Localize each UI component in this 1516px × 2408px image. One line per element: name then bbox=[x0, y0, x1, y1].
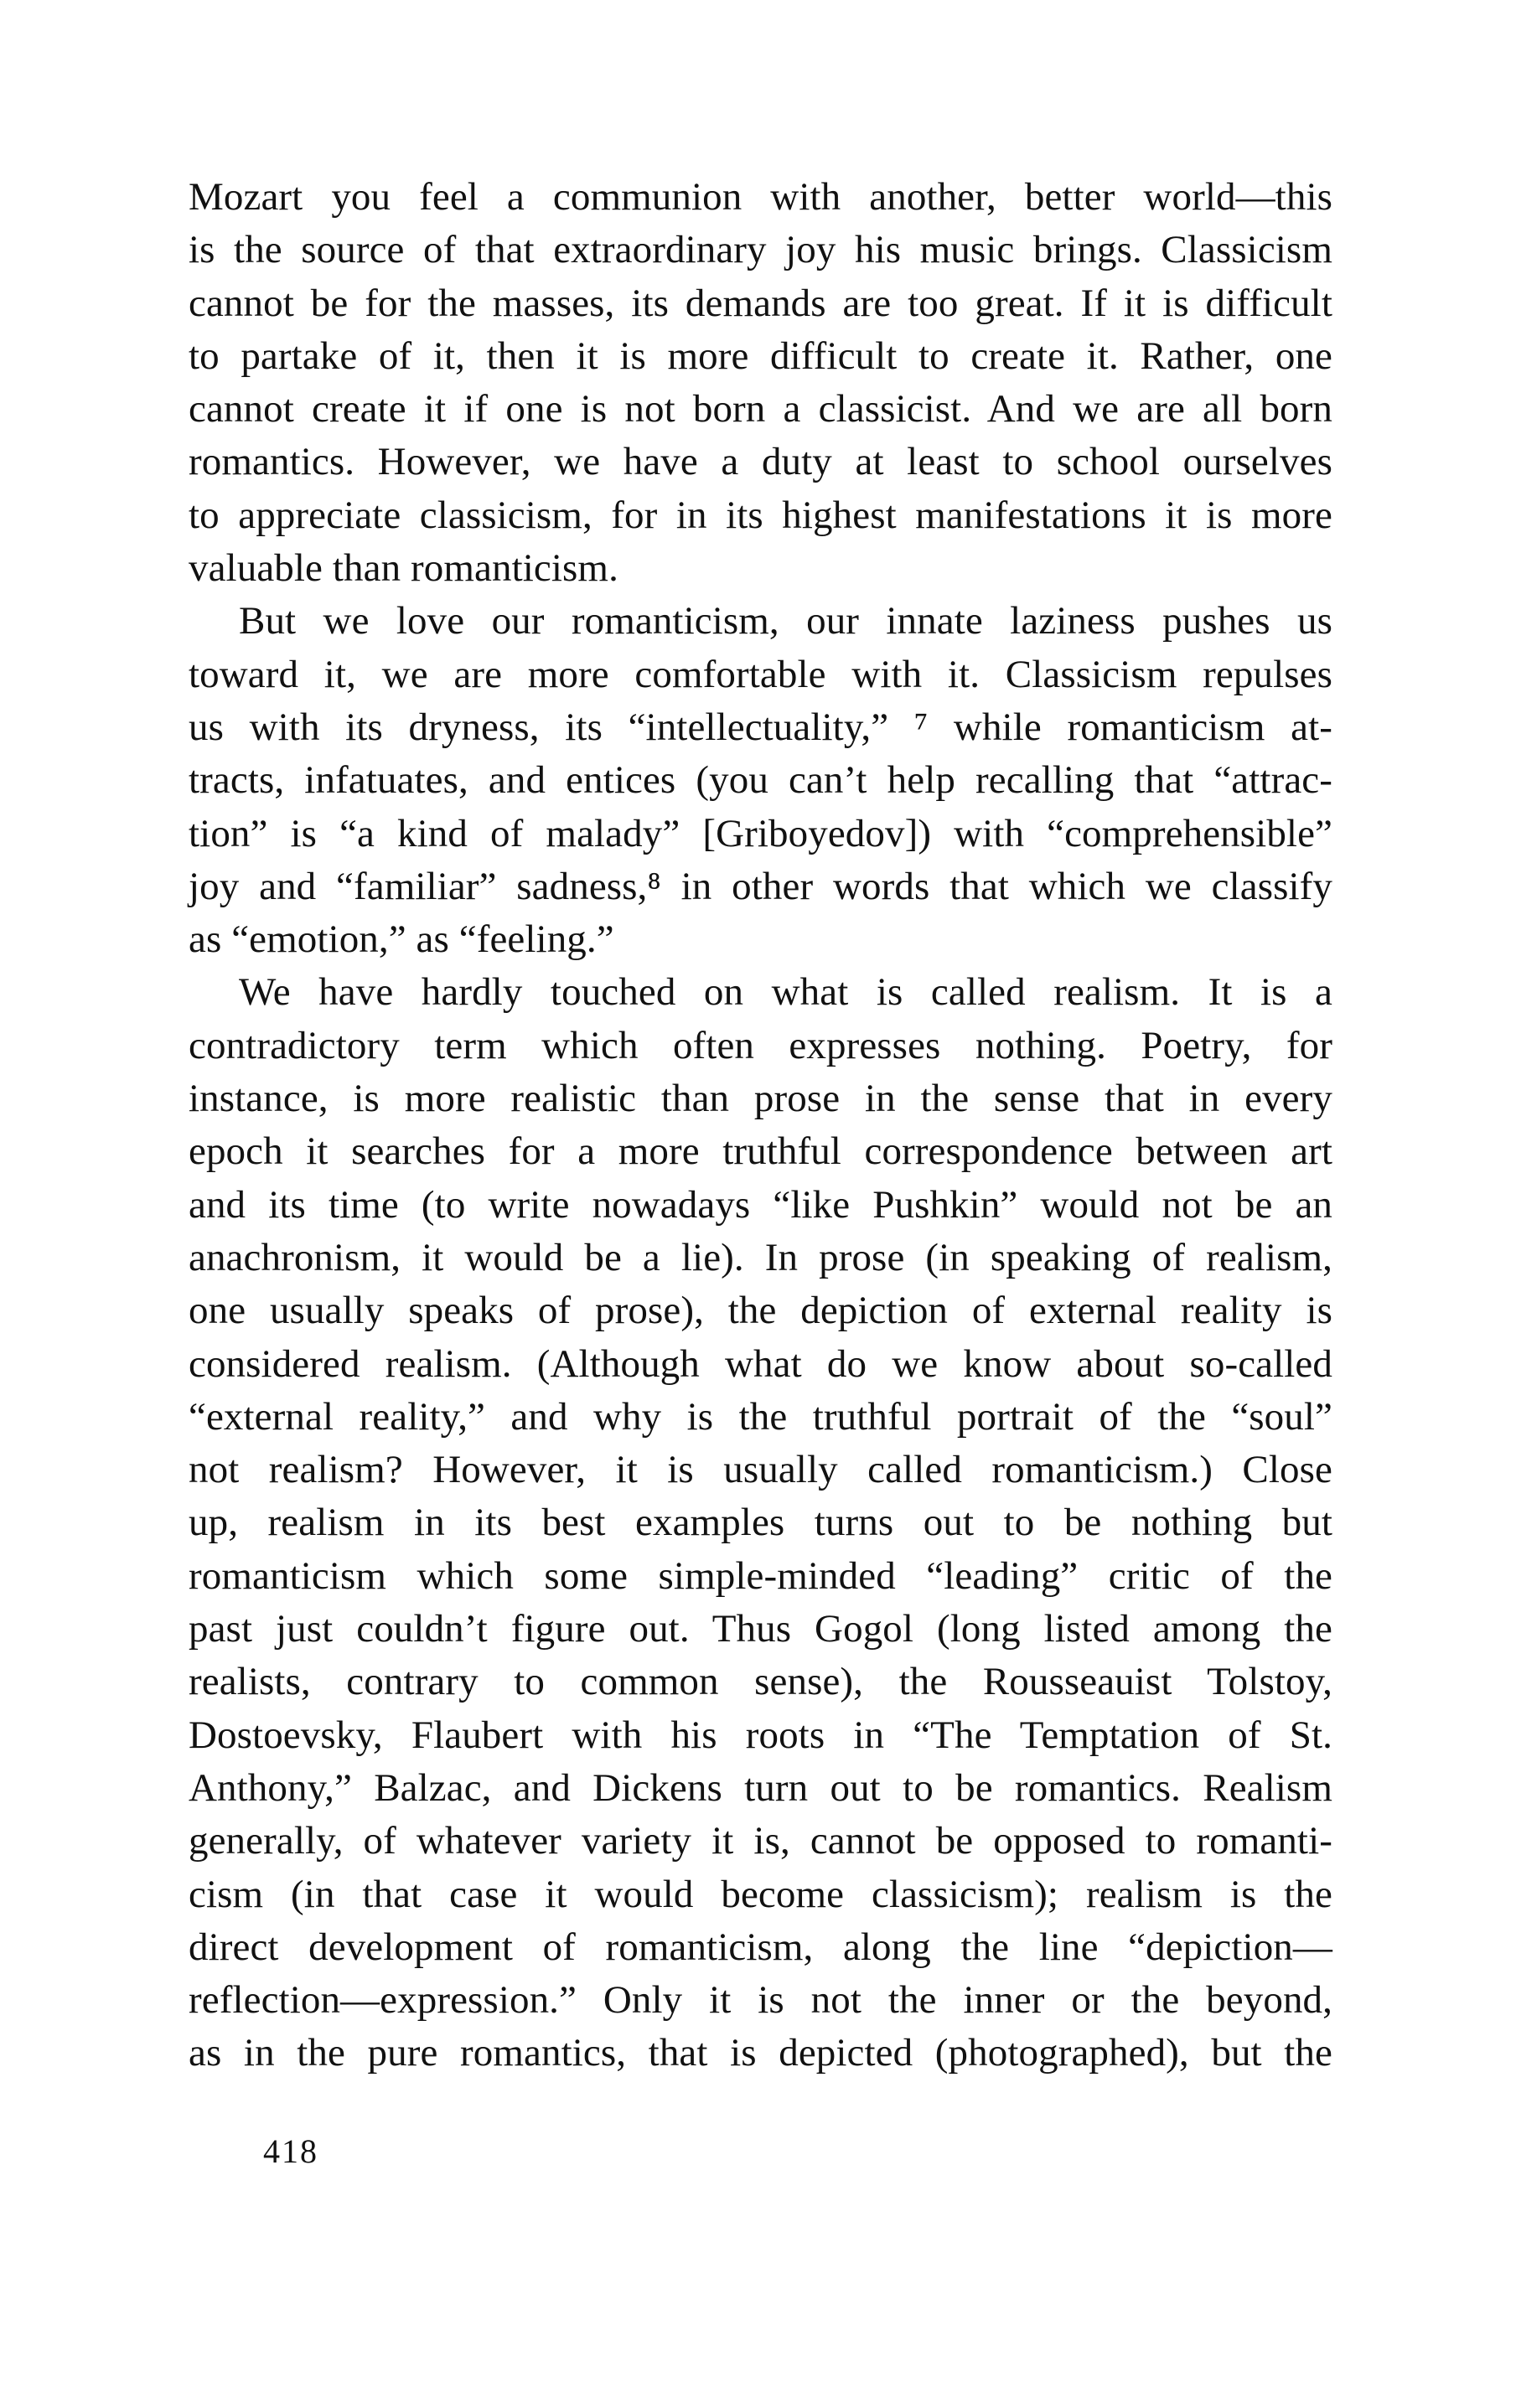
text-line: valuable than romanticism. bbox=[189, 546, 618, 591]
paragraph-3 bbox=[189, 966, 1332, 2080]
text-line: generally, of whatever variety it is, cannot be opposed to romanti- bbox=[189, 1819, 1332, 1863]
text-line: contradictory term which often expresses nothing. Poetry, for bbox=[189, 1023, 1332, 1067]
text-line: cannot create it if one is not born a classicist. And we are all born bbox=[189, 387, 1332, 431]
text-line: as in the pure romantics, that is depicted (photographed), but the bbox=[189, 2031, 1332, 2075]
text-line: Anthony,” Balzac, and Dickens turn out to be romantics. Realism bbox=[189, 1765, 1332, 1810]
page-number: 418 bbox=[263, 2132, 318, 2170]
text-line: Dostoevsky, Flaubert with his roots in “The Temptation of St. bbox=[189, 1713, 1332, 1757]
text-line: reflection—expression.” Only it is not the inner or the beyond, bbox=[189, 1978, 1332, 2023]
text-line: tracts, infatuates, and entices (you can’t help recalling that “attrac- bbox=[189, 758, 1332, 803]
text-line: “external reality,” and why is the truthful portrait of the “soul” bbox=[189, 1394, 1332, 1439]
text-line: considered realism. (Although what do we know about so-called bbox=[189, 1341, 1332, 1386]
text-line: But we love our romanticism, our innate laziness pushes us bbox=[239, 599, 1332, 643]
text-line: one usually speaks of prose), the depiction of external reality is bbox=[189, 1289, 1332, 1333]
text-line: past just couldn’t figure out. Thus Gogol (long listed among the bbox=[189, 1607, 1332, 1651]
text-line: is the source of that extraordinary joy his music brings. Classicism bbox=[189, 228, 1332, 272]
page-body bbox=[189, 171, 1332, 2080]
text-line: anachronism, it would be a lie). In prose (in speaking of realism, bbox=[189, 1235, 1332, 1279]
text-line: toward it, we are more comfortable with it. Classicism repulses bbox=[189, 652, 1332, 696]
text-line: to partake of it, then it is more difficult to create it. Rather, one bbox=[189, 333, 1332, 378]
text-line: epoch it searches for a more truthful correspondence between art bbox=[189, 1129, 1332, 1174]
paragraph-2 bbox=[189, 595, 1332, 966]
text-line: up, realism in its best examples turns out to be nothing but bbox=[189, 1501, 1332, 1545]
text-line: instance, is more realistic than prose in the sense that in every bbox=[189, 1077, 1332, 1121]
paragraph-1 bbox=[189, 171, 1332, 595]
text-line: cism (in that case it would become classicism); realism is the bbox=[189, 1872, 1332, 1916]
text-line: cannot be for the masses, its demands are too great. If it is difficult bbox=[189, 281, 1332, 325]
text-line: Mozart you feel a communion with another, better world—this bbox=[189, 175, 1332, 219]
text-line: romantics. However, we have a duty at least to school ourselves bbox=[189, 440, 1332, 484]
text-line: We have hardly touched on what is called realism. It is a bbox=[239, 970, 1332, 1015]
text-line: tion” is “a kind of malady” [Griboyedov]) with “comprehensible” bbox=[189, 811, 1332, 855]
text-line: joy and “familiar” sadness,⁸ in other words that which we classify bbox=[189, 864, 1332, 908]
text-line: us with its dryness, its “intellectuality,” ⁷ while romanticism at- bbox=[189, 705, 1332, 749]
text-line: romanticism which some simple-minded “leading” critic of the bbox=[189, 1553, 1332, 1598]
text-line: as “emotion,” as “feeling.” bbox=[189, 917, 614, 962]
text-line: and its time (to write nowadays “like Pushkin” would not be an bbox=[189, 1182, 1332, 1227]
text-line: realists, contrary to common sense), the Rousseauist Tolstoy, bbox=[189, 1660, 1332, 1704]
text-line: direct development of romanticism, along the line “depiction— bbox=[189, 1925, 1332, 1969]
text-line: to appreciate classicism, for in its highest manifestations it is more bbox=[189, 493, 1332, 537]
text-line: not realism? However, it is usually called romanticism.) Close bbox=[189, 1448, 1332, 1492]
